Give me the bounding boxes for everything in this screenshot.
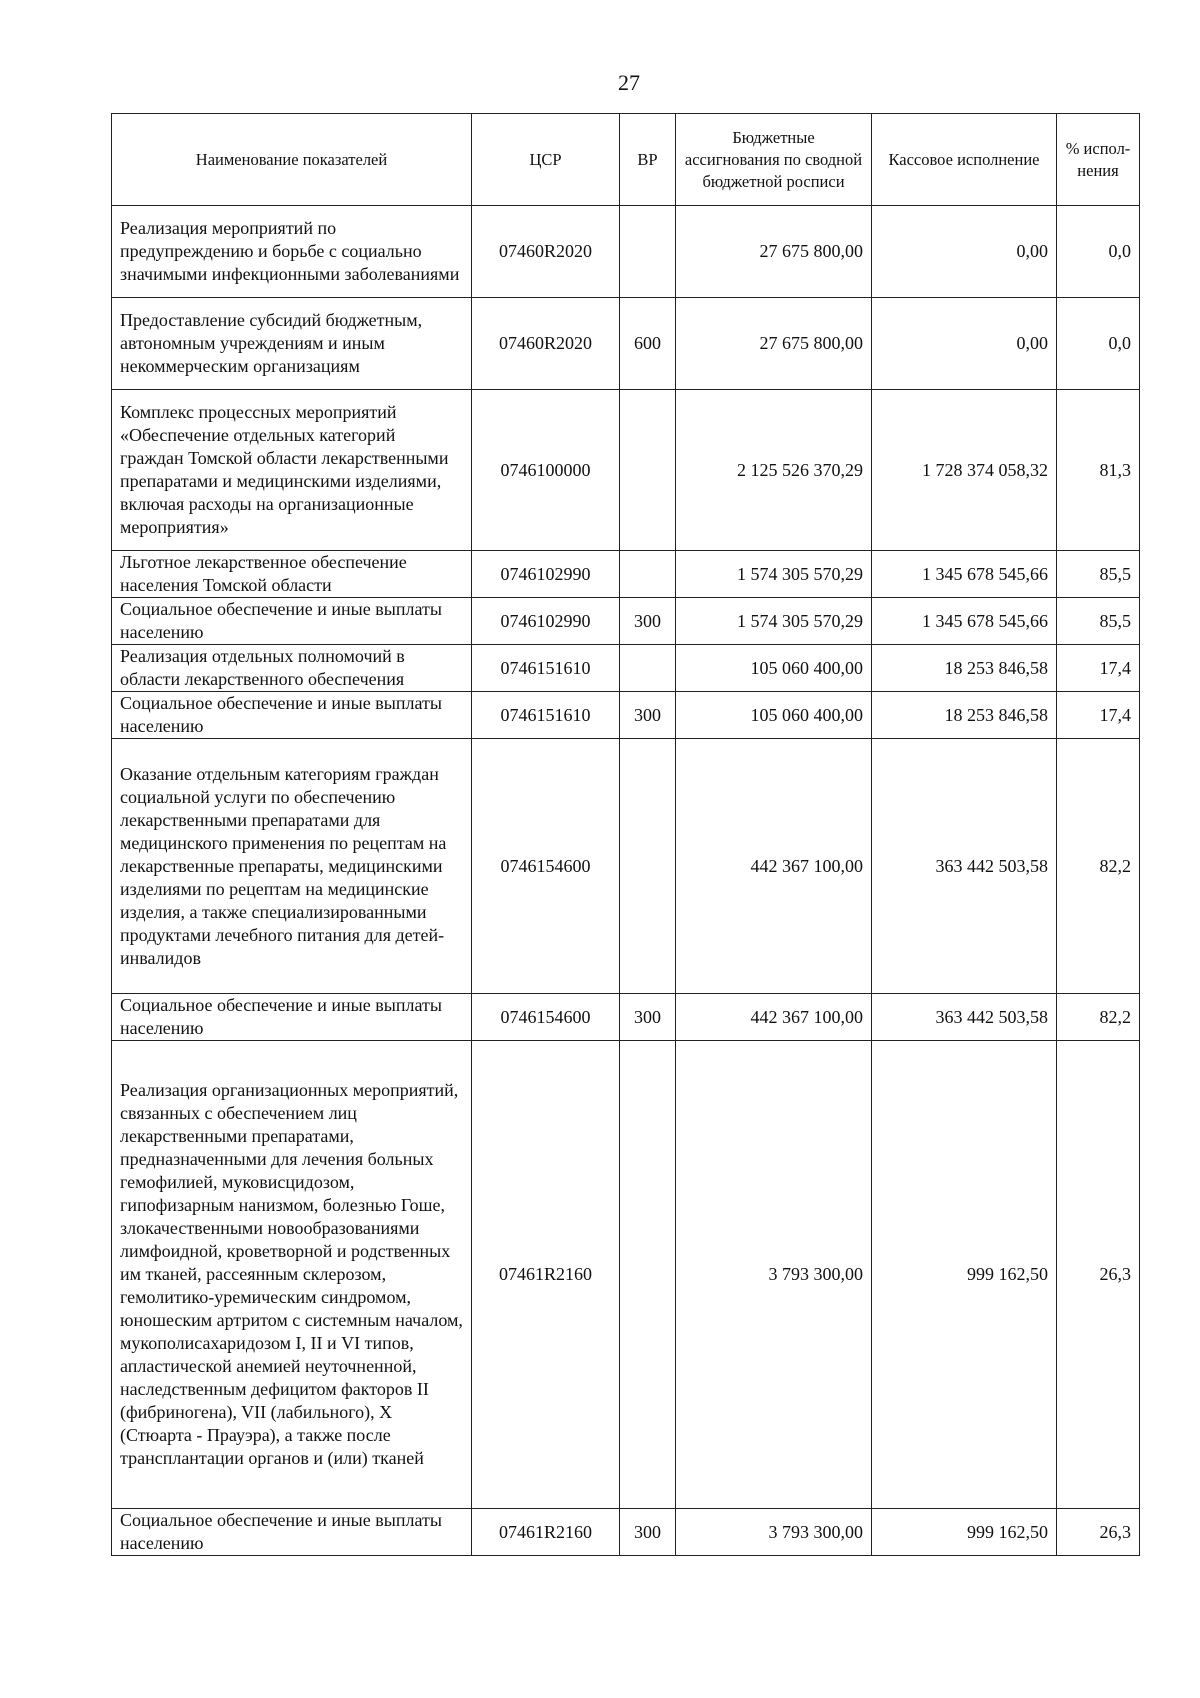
row-vr: 300 (620, 692, 676, 739)
row-cash: 999 162,50 (872, 1041, 1057, 1509)
row-name: Комплекс процессных мероприятий «Обеспечение отдельных категорий граждан Томской области лекарственными препаратами и медицинскими изделиями, включая расходы на организационные мероприятия» (112, 390, 472, 551)
row-percent: 17,4 (1057, 692, 1140, 739)
row-vr: 300 (620, 598, 676, 645)
row-budget: 105 060 400,00 (676, 645, 872, 692)
row-name: Предоставление субсидий бюджетным, автономным учреждениям и иным некоммерческим организациям (112, 298, 472, 390)
row-cash: 0,00 (872, 298, 1057, 390)
row-csr: 07460R2020 (472, 206, 620, 298)
row-budget: 2 125 526 370,29 (676, 390, 872, 551)
row-name: Льготное лекарственное обеспечение населения Томской области (112, 551, 472, 598)
row-name: Социальное обеспечение и иные выплаты населению (112, 994, 472, 1041)
row-percent: 81,3 (1057, 390, 1140, 551)
row-name: Реализация организационных мероприятий, связанных с обеспечением лиц лекарственными препаратами, предназначенными для лечения больных гемофилией, муковисцидозом, гипофизарным нанизмом, болезнью Гоше, злокачественными новообразованиями лимфоидной, кроветворной и родственных им тканей, рассеянным склерозом, гемолитико-уремическим синдромом, юношеским артритом с системным началом, мукополисахаридозом I, II и VI типов, апластической анемией неуточненной, наследственным дефицитом факторов II (фибриногена), VII (лабильного), X (Стюарта - Прауэра), а также после трансплантации органов и (или) тканей (112, 1041, 472, 1509)
row-cash: 999 162,50 (872, 1509, 1057, 1556)
row-budget: 1 574 305 570,29 (676, 598, 872, 645)
row-csr: 0746151610 (472, 645, 620, 692)
header-percent: % испол-нения (1057, 114, 1140, 206)
row-percent: 85,5 (1057, 598, 1140, 645)
row-percent: 26,3 (1057, 1041, 1140, 1509)
row-vr: 600 (620, 298, 676, 390)
row-cash: 1 728 374 058,32 (872, 390, 1057, 551)
row-name: Социальное обеспечение и иные выплаты населению (112, 1509, 472, 1556)
row-percent: 26,3 (1057, 1509, 1140, 1556)
row-budget: 1 574 305 570,29 (676, 551, 872, 598)
row-csr: 0746151610 (472, 692, 620, 739)
table-row (112, 390, 1140, 551)
row-budget: 442 367 100,00 (676, 739, 872, 994)
row-cash: 0,00 (872, 206, 1057, 298)
table-row (112, 598, 1140, 645)
row-csr: 0746100000 (472, 390, 620, 551)
row-cash: 363 442 503,58 (872, 994, 1057, 1041)
row-percent: 0,0 (1057, 298, 1140, 390)
row-budget: 3 793 300,00 (676, 1041, 872, 1509)
row-csr: 0746102990 (472, 551, 620, 598)
table-row (112, 1041, 1140, 1509)
budget-execution-table (111, 113, 1140, 1556)
row-csr: 0746102990 (472, 598, 620, 645)
row-vr: 300 (620, 994, 676, 1041)
row-csr: 0746154600 (472, 739, 620, 994)
row-percent: 82,2 (1057, 739, 1140, 994)
row-vr (620, 551, 676, 598)
row-csr: 07461R2160 (472, 1041, 620, 1509)
row-vr (620, 390, 676, 551)
row-percent: 85,5 (1057, 551, 1140, 598)
header-vr: ВР (620, 114, 676, 206)
table-row (112, 298, 1140, 390)
row-percent: 0,0 (1057, 206, 1140, 298)
row-csr: 07461R2160 (472, 1509, 620, 1556)
page-number: 27 (618, 70, 640, 95)
table-row (112, 739, 1140, 994)
row-name: Реализация отдельных полномочий в области лекарственного обеспечения (112, 645, 472, 692)
row-vr (620, 1041, 676, 1509)
header-budget: Бюджетные ассигнования по сводной бюджетной росписи (676, 114, 872, 206)
row-vr (620, 645, 676, 692)
row-percent: 82,2 (1057, 994, 1140, 1041)
row-name: Оказание отдельным категориям граждан социальной услуги по обеспечению лекарственными препаратами для медицинского применения по рецептам на лекарственные препараты, медицинскими изделиями по рецептам на медицинские изделия, а также специализированными продуктами лечебного питания для детей-инвалидов (112, 739, 472, 994)
table-row (112, 206, 1140, 298)
row-vr (620, 739, 676, 994)
row-budget: 27 675 800,00 (676, 206, 872, 298)
row-budget: 105 060 400,00 (676, 692, 872, 739)
table-header-row (112, 114, 1140, 206)
header-name: Наименование показателей (112, 114, 472, 206)
row-budget: 27 675 800,00 (676, 298, 872, 390)
header-csr: ЦСР (472, 114, 620, 206)
table-row (112, 994, 1140, 1041)
table-row (112, 645, 1140, 692)
row-cash: 1 345 678 545,66 (872, 551, 1057, 598)
row-cash: 1 345 678 545,66 (872, 598, 1057, 645)
table-row (112, 1509, 1140, 1556)
row-csr: 0746154600 (472, 994, 620, 1041)
row-vr: 300 (620, 1509, 676, 1556)
row-name: Социальное обеспечение и иные выплаты населению (112, 692, 472, 739)
row-csr: 07460R2020 (472, 298, 620, 390)
row-budget: 3 793 300,00 (676, 1509, 872, 1556)
row-cash: 363 442 503,58 (872, 739, 1057, 994)
table-row (112, 692, 1140, 739)
row-vr (620, 206, 676, 298)
table-row (112, 551, 1140, 598)
row-cash: 18 253 846,58 (872, 645, 1057, 692)
row-name: Социальное обеспечение и иные выплаты населению (112, 598, 472, 645)
header-cash: Кассовое исполнение (872, 114, 1057, 206)
row-budget: 442 367 100,00 (676, 994, 872, 1041)
row-percent: 17,4 (1057, 645, 1140, 692)
row-cash: 18 253 846,58 (872, 692, 1057, 739)
row-name: Реализация мероприятий по предупреждению и борьбе с социально значимыми инфекционными заболеваниями (112, 206, 472, 298)
